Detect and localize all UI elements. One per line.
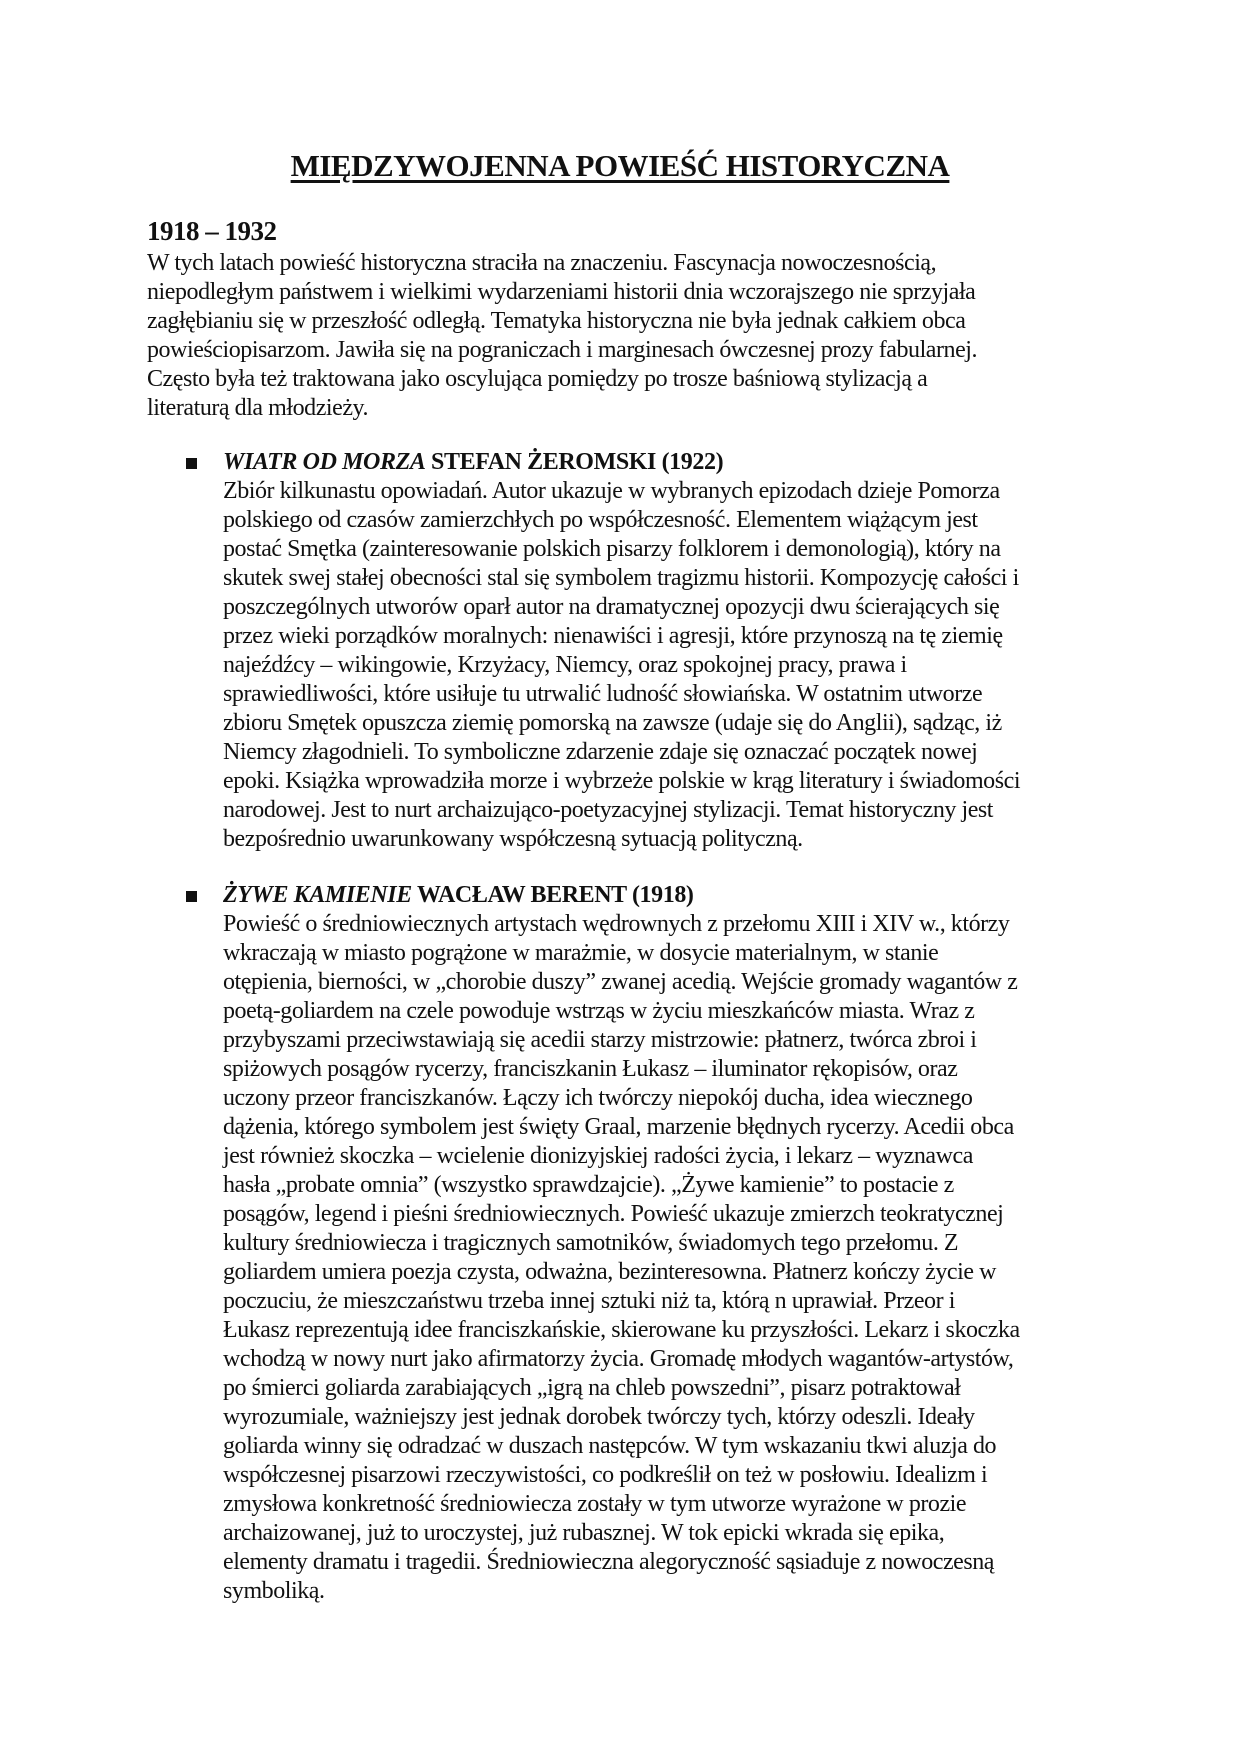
period-heading: 1918 – 1932 <box>147 216 277 246</box>
intro-paragraph <box>147 249 977 423</box>
text-line: W tych latach powieść historyczna straciła na znaczeniu. Fascynacja nowoczesnością, <box>147 250 937 276</box>
document-title: MIĘDZYWOJENNA POWIEŚĆ HISTORYCZNA <box>290 148 950 183</box>
text-line: otępienia, bierności, w „chorobie duszy” zwanej acedią. Wejście gromady wagantów z <box>223 969 1018 995</box>
text-line: poszczególnych utworów oparł autor na dramatycznej opozycji dwu ścierających się <box>223 594 1000 620</box>
text-line: narodowej. Jest to nurt archaizująco-poetyzacyjnej stylizacji. Temat historyczny jest <box>223 797 994 823</box>
text-line: archaizowanej, już to uroczystej, już rubasznej. W tok epicki wkrada się epika, <box>223 1520 945 1546</box>
text-line: przez wieki porządków moralnych: nienawiści i agresji, które przynoszą na tę ziemię <box>223 623 1003 649</box>
text-line: Niemcy złagodnieli. To symboliczne zdarzenie zdaje się oznaczać początek nowej <box>223 739 978 765</box>
text-line: Często była też traktowana jako oscylująca pomiędzy po trosze baśniową stylizacją a <box>147 366 928 392</box>
author-year: WACŁAW BERENT (1918) <box>411 882 694 908</box>
text-line: sprawiedliwości, które usiłuje tu utrwalić ludność słowiańska. W ostatnim utworze <box>223 681 983 707</box>
text-line: zmysłowa konkretność średniowiecza zostały w tym utworze wyrażone w prozie <box>223 1491 967 1517</box>
text-line: postać Smętka (zainteresowanie polskich pisarzy folklorem i demonologią), który na <box>223 536 1001 562</box>
text-line: niepodległym państwem i wielkimi wydarzeniami historii dnia wczorajszego nie sprzyjała <box>147 279 976 305</box>
text-line: skutek swej stałej obecności stal się symbolem tragizmu historii. Kompozycję całości i <box>223 565 1019 591</box>
text-line: spiżowych posągów rycerzy, franciszkanin Łukasz – iluminator rękopisów, oraz <box>223 1056 958 1082</box>
text-line: symboliką. <box>223 1578 325 1604</box>
text-line: polskiego od czasów zamierzchłych po współczesność. Elementem wiążącym jest <box>223 507 978 533</box>
text-line: Łukasz reprezentują idee franciszkańskie, skierowane ku przyszłości. Lekarz i skoczka <box>223 1317 1020 1343</box>
section-paragraph-zywe-kamienie <box>223 910 1020 1606</box>
text-line: wyrozumiale, ważniejszy jest jednak dorobek twórczy tych, którzy odeszli. Ideały <box>223 1404 975 1430</box>
text-line: jest również skoczka – wcielenie dionizyjskiej radości życia, i lekarz – wyznawca <box>223 1143 973 1169</box>
text-line: goliardem umiera poezja czysta, odważna, bezinteresowna. Płatnerz kończy życie w <box>223 1259 996 1285</box>
text-line: dążenia, którego symbolem jest święty Graal, marzenie błędnych rycerzy. Acedii obca <box>223 1114 1014 1140</box>
text-line: Powieść o średniowiecznych artystach wędrownych z przełomu XIII i XIV w., którzy <box>223 911 1010 937</box>
text-line: elementy dramatu i tragedii. Średniowieczna alegoryczność sąsiaduje z nowoczesną <box>223 1549 995 1575</box>
bullet-icon <box>186 458 197 469</box>
section-heading-zywe-kamienie <box>223 881 694 910</box>
text-line: przybyszami przeciwstawiają się acedii starzy mistrzowie: płatnerz, twórca zbroi i <box>223 1027 977 1053</box>
bullet-icon <box>186 891 197 902</box>
text-line: wkraczają w miasto pogrążone w marażmie, w dosycie materialnym, w stanie <box>223 940 939 966</box>
text-line: epoki. Książka wprowadziła morze i wybrzeże polskie w krąg literatury i świadomości <box>223 768 1021 794</box>
text-line: bezpośrednio uwarunkowany współczesną sytuacją polityczną. <box>223 826 803 852</box>
text-line: literaturą dla młodzieży. <box>147 395 369 421</box>
text-line: posągów, legend i pieśni średniowiecznych. Powieść ukazuje zmierzch teokratycznej <box>223 1201 1004 1227</box>
author-year: STEFAN ŻEROMSKI (1922) <box>425 449 724 475</box>
work-title: WIATR OD MORZA <box>223 449 426 475</box>
section-paragraph-wiatr-od-morza <box>223 477 1020 854</box>
text-line: kultury średniowiecza i tragicznych samotników, świadomych tego przełomu. Z <box>223 1230 959 1256</box>
text-line: współczesnej pisarzowi rzeczywistości, co podkreślił on też w posłowiu. Idealizm i <box>223 1462 988 1488</box>
section-heading-wiatr-od-morza <box>223 448 723 477</box>
text-line: wchodzą w nowy nurt jako afirmatorzy życia. Gromadę młodych wagantów-artystów, <box>223 1346 1014 1372</box>
text-line: uczony przeor franciszkanów. Łączy ich twórczy niepokój ducha, idea wiecznego <box>223 1085 973 1111</box>
work-title: ŻYWE KAMIENIE <box>223 882 412 908</box>
text-line: hasła „probate omnia” (wszystko sprawdzajcie). „Żywe kamienie” to postacie z <box>223 1172 954 1198</box>
text-line: poczuciu, że mieszczaństwu trzeba innej sztuki niż ta, którą n uprawiał. Przeor i <box>223 1288 955 1314</box>
text-line: najeźdźcy – wikingowie, Krzyżacy, Niemcy, oraz spokojnej pracy, prawa i <box>223 652 907 678</box>
text-line: poetą-goliardem na czele powoduje wstrząs w życiu mieszkańców miasta. Wraz z <box>223 998 975 1024</box>
text-line: powieściopisarzom. Jawiła się na pograniczach i marginesach ówczesnej prozy fabularnej. <box>147 337 978 363</box>
text-line: goliarda winny się odradzać w duszach następców. W tym wskazaniu tkwi aluzja do <box>223 1433 997 1459</box>
text-line: zbioru Smętek opuszcza ziemię pomorską na zawsze (udaje się do Anglii), sądząc, iż <box>223 710 1002 736</box>
text-line: zagłębianiu się w przeszłość odległą. Tematyka historyczna nie była jednak całkiem obca <box>147 308 966 334</box>
text-line: Zbiór kilkunastu opowiadań. Autor ukazuje w wybranych epizodach dzieje Pomorza <box>223 478 1000 504</box>
text-line: po śmierci goliarda zarabiających „igrą na chleb powszedni”, pisarz potraktował <box>223 1375 961 1401</box>
